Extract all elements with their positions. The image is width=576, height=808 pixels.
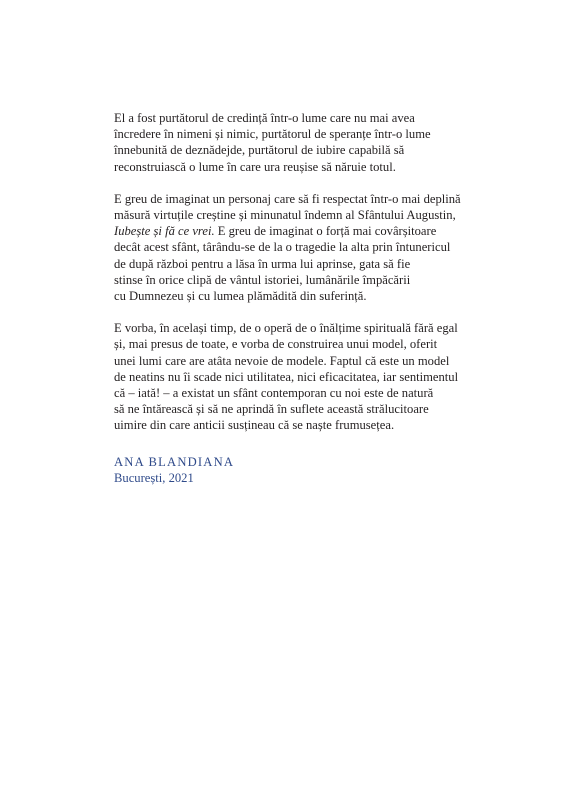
place-date: București, 2021	[114, 470, 194, 485]
paragraph-2	[114, 191, 494, 304]
text-line: înnebunită de deznădejde, purtătorul de iubire capabilă să	[114, 143, 405, 158]
text-line-mixed	[114, 223, 494, 239]
text-line: uimire din care anticii susțineau că se naște frumusețea.	[114, 418, 395, 433]
text-line: de după război pentru a lăsa în urma lui aprinse, gata să fie	[114, 256, 411, 271]
text-line: El a fost purtătorul de credință într-o lume care nu mai avea	[114, 111, 415, 125]
text-line: de neatins nu îi scade nici utilitatea, nici eficacitatea, iar sentimentul	[114, 369, 459, 384]
text-line: E greu de imaginat un personaj care să fi respectat într-o mai deplină	[114, 191, 461, 206]
text-line: decât acest sfânt, târându-se de la o tragedie la alta prin întunericul	[114, 240, 451, 255]
text-line: și, mai presus de toate, e vorba de construirea unui model, oferit	[114, 337, 438, 352]
signature-block	[114, 454, 494, 486]
text-line: cu Dumnezeu și cu lumea plămădită din suferință.	[114, 289, 367, 304]
author-name: ANA BLANDIANA	[114, 454, 235, 469]
text-line: reconstruiască o lume în care ura reușise să năruie totul.	[114, 159, 396, 174]
text-line: unei lumi care are atâta nevoie de modele. Faptul că este un model	[114, 353, 450, 368]
body-text	[114, 110, 494, 486]
paragraph-1	[114, 110, 494, 175]
text-line: să ne întărească și să ne aprindă în suflete această strălucitoare	[114, 402, 429, 417]
text-fragment: E greu de imaginat o forță mai covârșitoare	[214, 224, 437, 239]
text-line: stinse în orice clipă de vântul istoriei, lumânările împăcării	[114, 272, 411, 287]
text-line: E vorba, în același timp, de o operă de o înălțime spirituală fără egal	[114, 321, 458, 336]
augustine-quote: Iubește și fă ce vrei.	[114, 224, 215, 239]
text-line: măsură virtuțile creștine și minunatul îndemn al Sfântului Augustin,	[114, 208, 456, 223]
text-line: că – iată! – a existat un sfânt contemporan cu noi este de natură	[114, 386, 434, 401]
paragraph-3	[114, 320, 494, 433]
text-line: încredere în nimeni și nimic, purtătorul de speranțe într-o lume	[114, 127, 431, 142]
